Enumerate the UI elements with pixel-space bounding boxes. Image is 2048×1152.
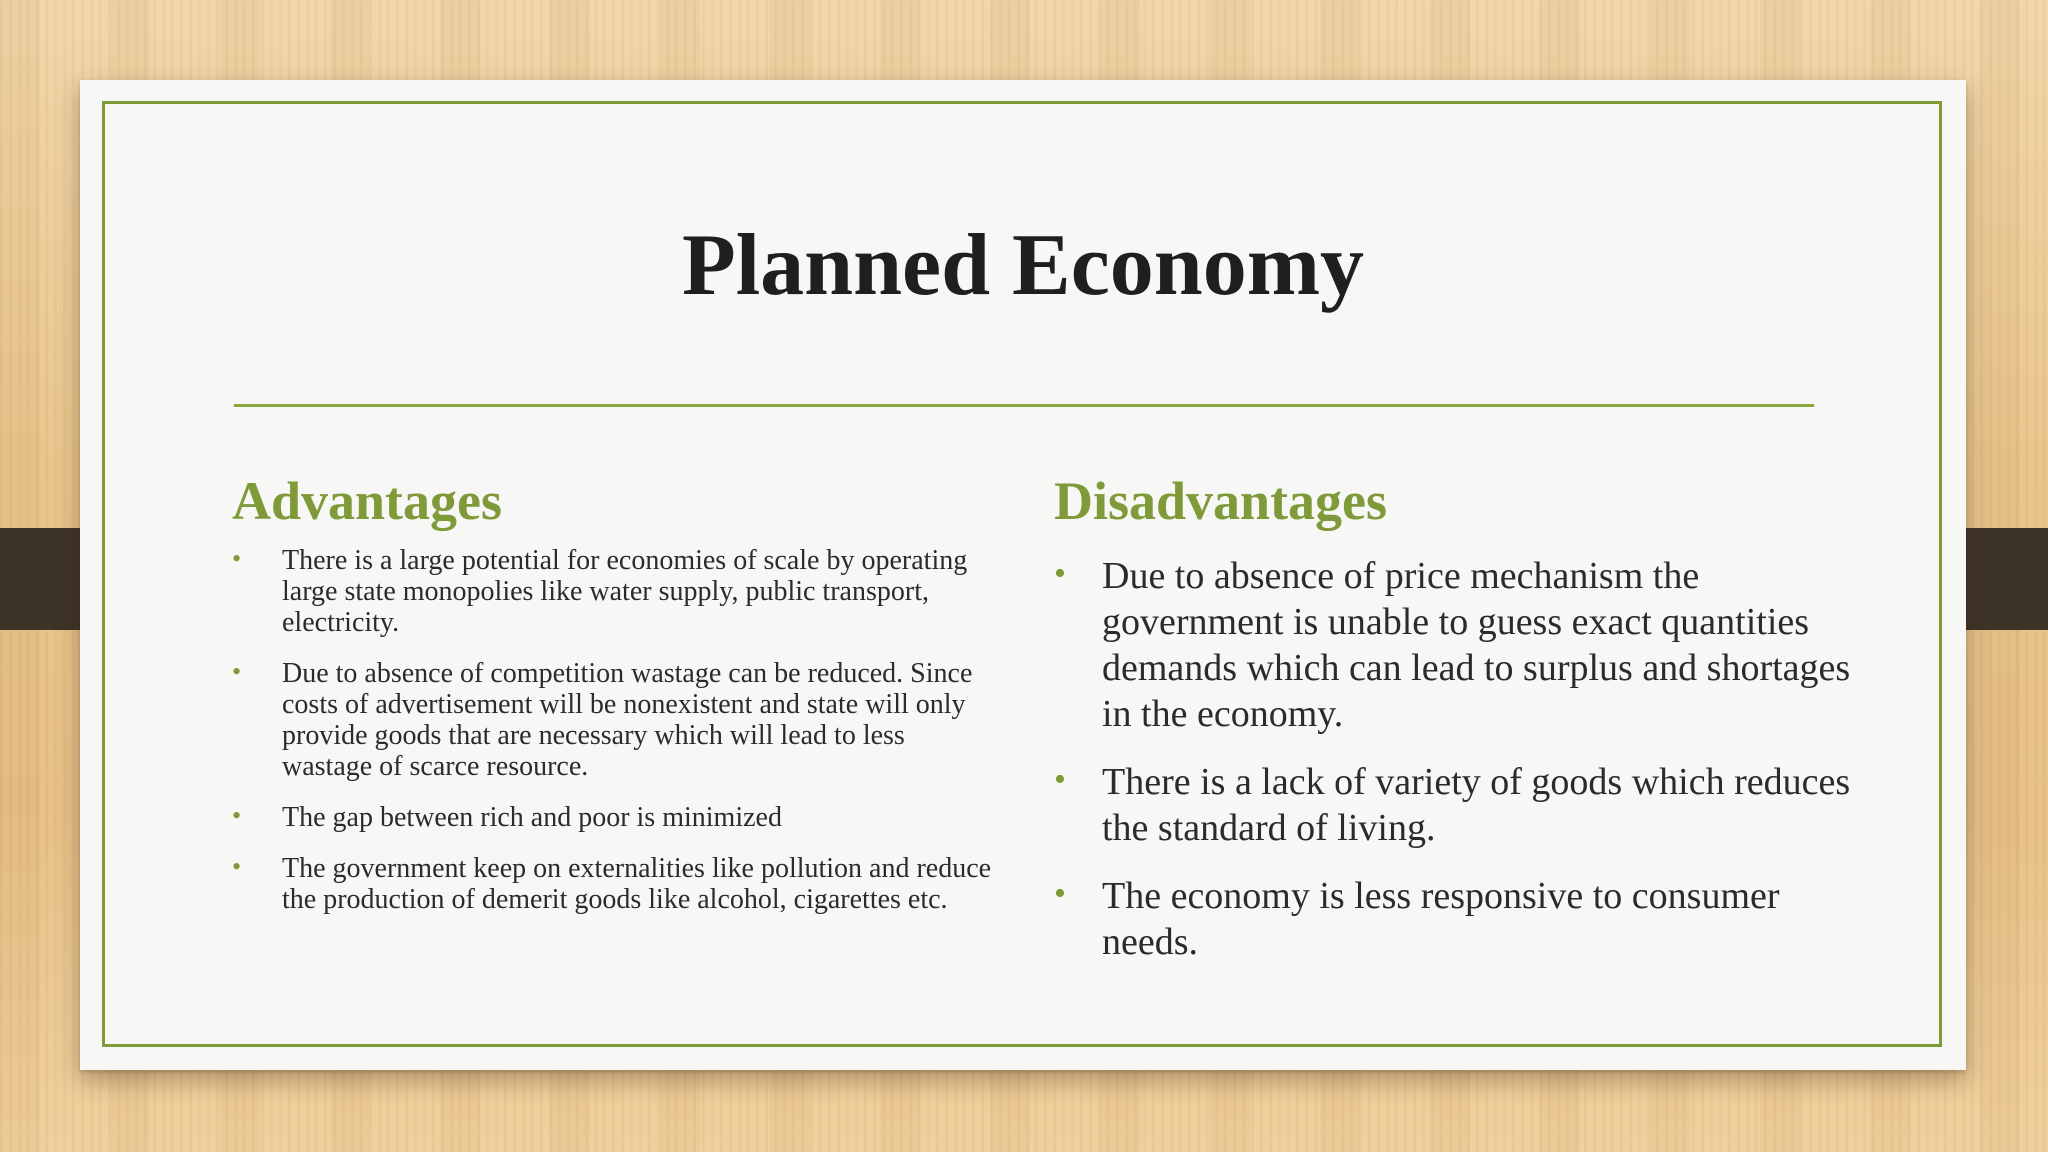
disadvantage-text: Due to absence of price mechanism the government is unable to guess exact quantities demands which can lead to surplus and shortages in the economy. [1102,555,1851,736]
advantage-item [232,853,992,915]
disadvantages-column [1054,472,1884,987]
bullet-icon: • [232,544,242,574]
disadvantage-item [1054,873,1884,965]
bullet-icon: • [232,852,242,882]
bullet-icon: • [232,657,242,687]
advantage-text: There is a large potential for economies of scale by operating large state monopolies like water supply, public transport, electricity. [282,545,968,639]
bullet-icon: • [232,801,242,831]
advantages-list [232,545,992,915]
advantage-item [232,545,992,638]
advantage-item [232,802,992,833]
disadvantages-list [1054,553,1884,965]
disadvantage-item [1054,759,1884,851]
advantage-text: The gap between rich and poor is minimized [282,802,782,834]
bullet-icon: • [1054,555,1066,593]
advantage-item [232,658,992,782]
disadvantage-item [1054,553,1884,737]
bullet-icon: • [1054,875,1066,913]
disadvantages-heading: Disadvantages [1054,471,1388,531]
disadvantage-text: The economy is less responsive to consumer needs. [1102,875,1780,964]
advantage-text: The government keep on externalities like pollution and reduce the production of demerit goods like alcohol, cigarettes etc. [282,853,992,916]
slide-title: Planned Economy [681,217,1365,314]
advantage-text: Due to absence of competition wastage can be reduced. Since costs of advertisement will be nonexistent and state will only provide goods that are necessary which will lead to less wastage of scarce resource. [282,658,973,783]
slide [80,80,1966,1070]
title-divider [234,404,1814,407]
disadvantage-text: There is a lack of variety of goods which reduces the standard of living. [1102,761,1851,850]
advantages-heading: Advantages [232,471,503,531]
bullet-icon: • [1054,761,1066,799]
advantages-column [232,472,992,935]
